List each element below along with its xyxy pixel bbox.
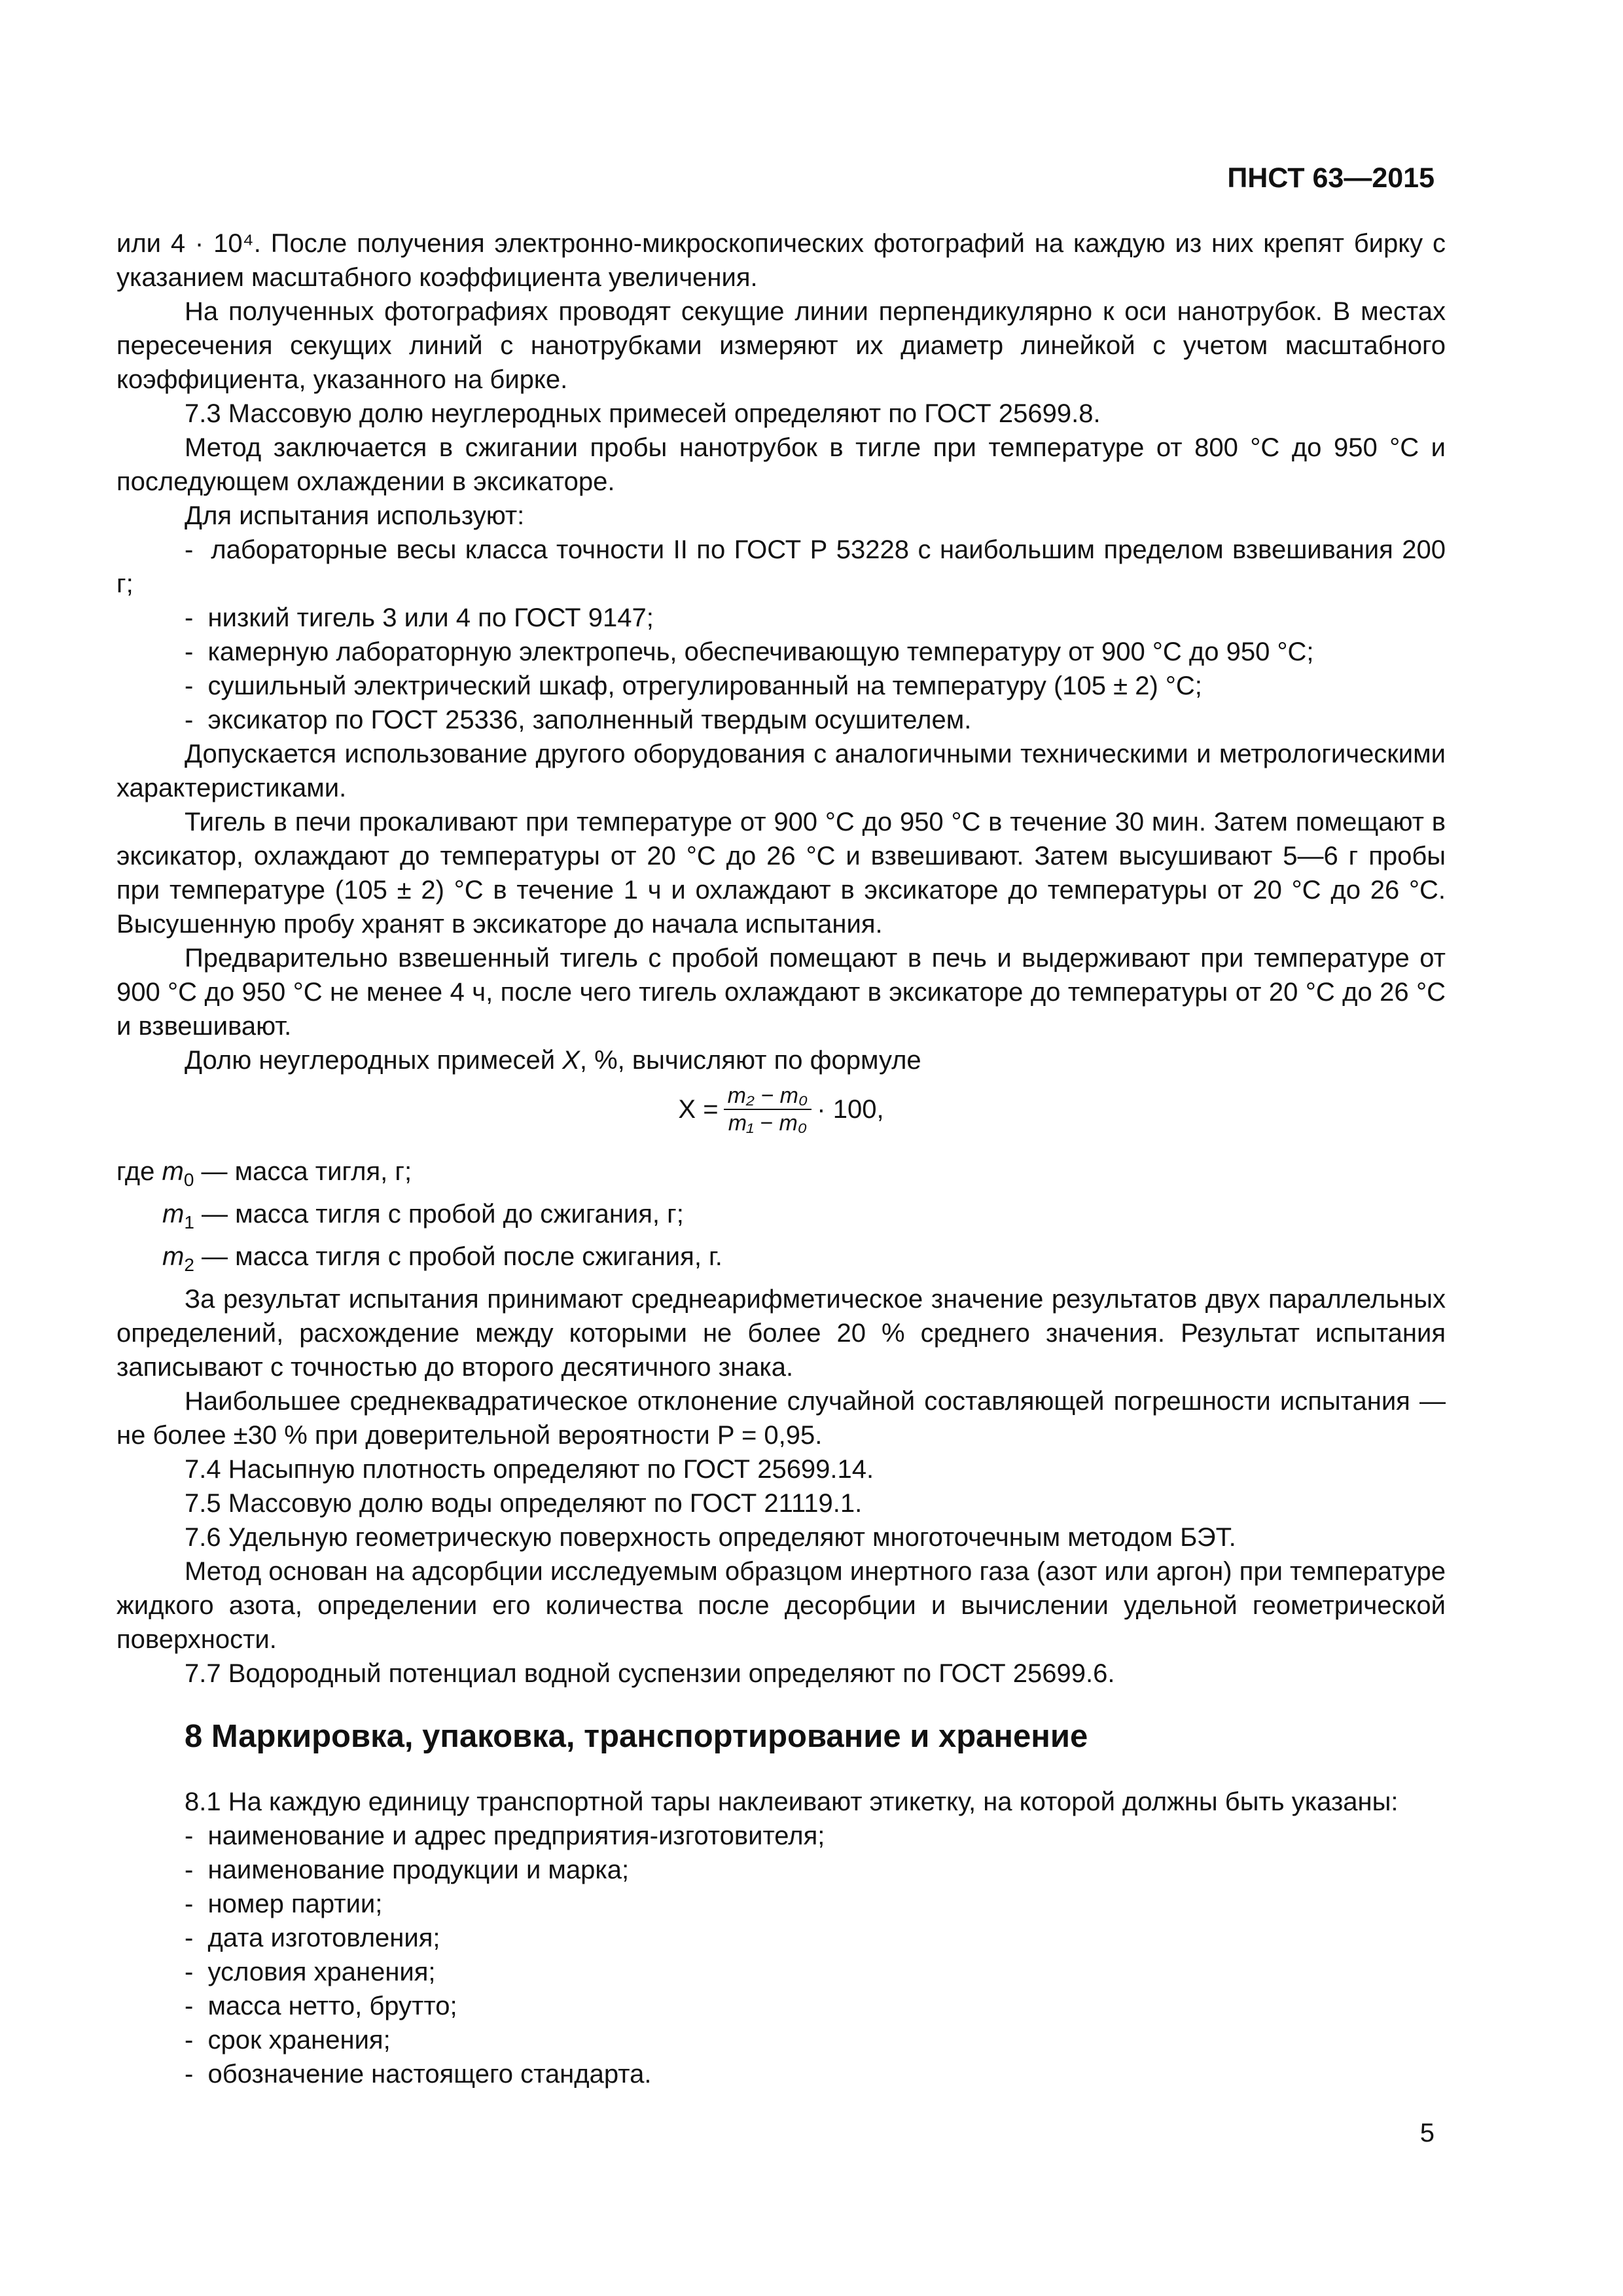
clause-7-3: 7.3 Массовую долю неуглеродных примесей определяют по ГОСТ 25699.8. [185, 399, 1101, 428]
list-item: - обозначение настоящего стандарта. [116, 2057, 1446, 2091]
paragraph: или 4 · 10⁴. После получения электронно-микроскопических фотографий на каждую из них крепят бирку с указанием масштабного коэффициента увеличения. [116, 229, 1446, 292]
formula [116, 1083, 1446, 1145]
variable-list [116, 1155, 1446, 1282]
formula-rhs: · 100, [817, 1095, 884, 1124]
paragraph: Допускается использование другого оборудования с аналогичными техническими и метрологическими характеристиками. [116, 740, 1446, 802]
formula-lhs: X = [678, 1095, 719, 1124]
page-number: 5 [1419, 2119, 1435, 2147]
formula-fraction [724, 1083, 812, 1136]
list-item: - дата изготовления; [116, 1921, 1446, 1955]
paragraph: На полученных фотографиях проводят секущие линии перпендикулярно к оси нанотрубок. В местах пересечения секущих линий с нанотрубками измеряют их диаметр линейкой с учетом масштабного коэффициента, указанного на бирке. [116, 297, 1446, 394]
list-item: - сушильный электрический шкаф, отрегулированный на температуру (105 ± 2) °С; [116, 669, 1446, 703]
clause-7-6: 7.6 Удельную геометрическую поверхность определяют многоточечным методом БЭТ. [185, 1523, 1236, 1552]
equipment-list [116, 533, 1446, 737]
variable-row: где $m_0$ — масса тигля, г; [116, 1157, 412, 1190]
paragraph: Метод основан на адсорбции исследуемым образцом инертного газа (азот или аргон) при температуре жидкого азота, определении его количества после десорбции и вычислении удельной геометрической поверхности. [116, 1557, 1446, 1654]
list-item: - условия хранения; [116, 1955, 1446, 1989]
variable-row: $m_2$ — масса тигля с пробой после сжигания, г. [162, 1242, 722, 1275]
paragraph: За результат испытания принимают среднеарифметическое значение результатов двух параллельных определений, расхождение между которыми не более 20 % среднего значения. Результат испытания записывают с точностью до второго десятичного знака. [116, 1285, 1446, 1382]
paragraph: Метод заключается в сжигании пробы нанотрубок в тигле при температуре от 800 °С до 950 °С и последующем охлаждении в эксикаторе. [116, 433, 1446, 496]
list-item: - масса нетто, брутто; [116, 1989, 1446, 2023]
document-code: ПНСТ 63—2015 [1227, 162, 1435, 194]
formula-denominator: m₁ − m₀ [728, 1111, 808, 1136]
variable-row: $m_1$ — масса тигля с пробой до сжигания, г; [162, 1200, 684, 1232]
list-item: - лабораторные весы класса точности II по ГОСТ Р 53228 с наибольшим пределом взвешивания 200 г; [116, 533, 1446, 601]
clause-7-5: 7.5 Массовую долю воды определяют по ГОСТ 21119.1. [185, 1489, 863, 1518]
paragraph: Предварительно взвешенный тигель с пробой помещают в печь и выдерживают при температуре от 900 °С до 950 °С не менее 4 ч, после чего тигель охлаждают в эксикаторе до температуры от 20 °С до 26 °С и взвешивают. [116, 944, 1446, 1041]
list-item: - камерную лабораторную электропечь, обеспечивающую температуру от 900 °С до 950 °С; [116, 635, 1446, 669]
clause-7-7: 7.7 Водородный потенциал водной суспензии определяют по ГОСТ 25699.6. [185, 1659, 1115, 1688]
list-item: - наименование продукции и марка; [116, 1853, 1446, 1887]
list-item: - низкий тигель 3 или 4 по ГОСТ 9147; [116, 601, 1446, 635]
clause-7-4: 7.4 Насыпную плотность определяют по ГОСТ 25699.14. [185, 1455, 874, 1484]
formula-intro: Долю неуглеродных примесей X, %, вычисляют по формуле [185, 1046, 921, 1075]
paragraph: Наибольшее среднеквадратическое отклонение случайной составляющей погрешности испытания — не более ±30 % при доверительной вероятности P = 0,95. [116, 1387, 1446, 1450]
label-items-list [116, 1819, 1446, 2091]
list-item: - номер партии; [116, 1887, 1446, 1921]
paragraph: Тигель в печи прокаливают при температуре от 900 °С до 950 °С в течение 30 мин. Затем помещают в эксикатор, охлаждают до температуры от 20 °С до 26 °С и взвешивают. Затем высушивают 5—6 г пробы при температуре (105 ± 2) °С в течение 1 ч и охлаждают в эксикаторе до температуры от 20 °С до 26 °С. Высушенную пробу хранят в эксикаторе до начала испытания. [116, 808, 1446, 939]
clause-8-1: 8.1 На каждую единицу транспортной тары наклеивают этикетку, на которой должны быть указаны: [185, 1787, 1399, 1816]
formula-numerator: m₂ − m₀ [724, 1083, 812, 1110]
document-body [116, 226, 1446, 2091]
list-item: - срок хранения; [116, 2023, 1446, 2057]
list-item: - наименование и адрес предприятия-изготовителя; [116, 1819, 1446, 1853]
paragraph: Для испытания используют: [185, 501, 525, 530]
section-heading: 8 Маркировка, упаковка, транспортирование и хранение [185, 1719, 1088, 1754]
list-item: - эксикатор по ГОСТ 25336, заполненный твердым осушителем. [116, 703, 1446, 737]
